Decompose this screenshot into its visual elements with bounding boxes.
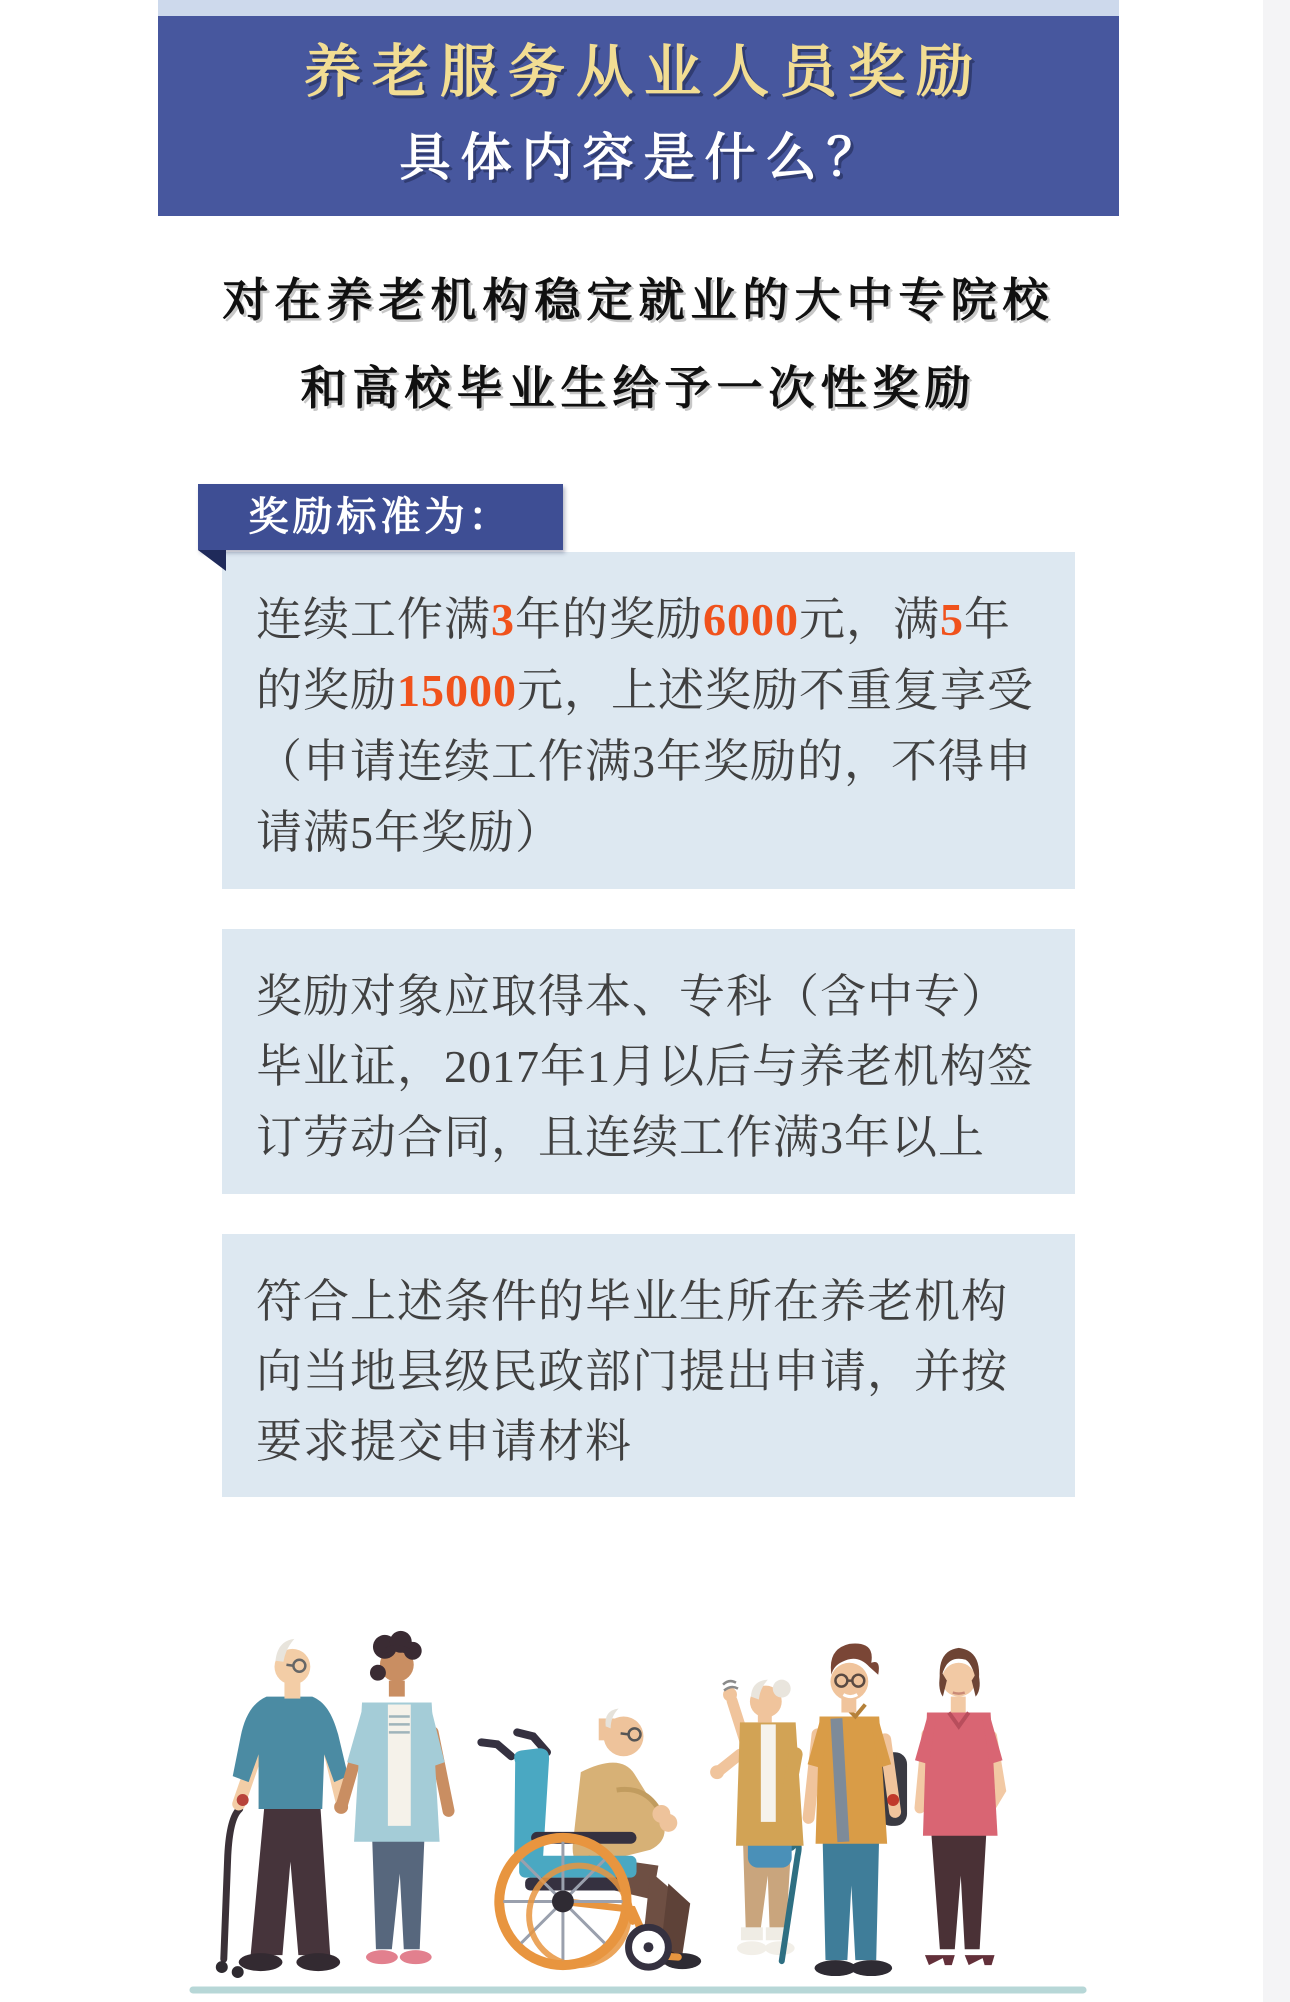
info-card-1: 连续工作满3年的奖励6000元，满5年的奖励15000元，上述奖励不重复享受（申请连续工作满3年奖励的，不得申请满5年奖励）	[222, 552, 1075, 889]
banner-subtitle: 具体内容是什么？	[399, 129, 888, 186]
young-man-with-backpack	[808, 1644, 907, 1977]
section-label-wrap	[158, 484, 1119, 550]
cards	[158, 552, 1119, 1497]
intro-heading	[158, 256, 1119, 432]
elderly-care-group-illustration	[183, 1605, 1098, 1997]
elderly-man-with-cane	[216, 1639, 348, 1978]
intro-line-2: 和高校毕业生给予一次性奖励	[300, 362, 977, 414]
title-banner	[158, 16, 1119, 216]
scrollbar-track[interactable]	[1263, 0, 1290, 2002]
woman-standing	[915, 1648, 1003, 1965]
info-card-2: 奖励对象应取得本、专科（含中专）毕业证，2017年1月以后与养老机构签订劳动合同，且连续工作满3年以上	[222, 929, 1075, 1194]
intro-line-1: 对在养老机构稳定就业的大中专院校	[222, 274, 1055, 326]
section-label: 奖励标准为：	[198, 484, 563, 550]
content-column	[158, 0, 1119, 2002]
banner-title: 养老服务从业人员奖励	[304, 40, 984, 104]
man-in-wheelchair	[481, 1709, 701, 1970]
top-accent-strip	[158, 0, 1119, 16]
caregiver-woman	[334, 1631, 448, 1964]
illustration-svg	[183, 1605, 1098, 1997]
info-card-3: 符合上述条件的毕业生所在养老机构向当地县级民政部门提出申请，并按要求提交申请材料	[222, 1234, 1075, 1497]
elderly-woman-with-cane	[710, 1680, 803, 1961]
